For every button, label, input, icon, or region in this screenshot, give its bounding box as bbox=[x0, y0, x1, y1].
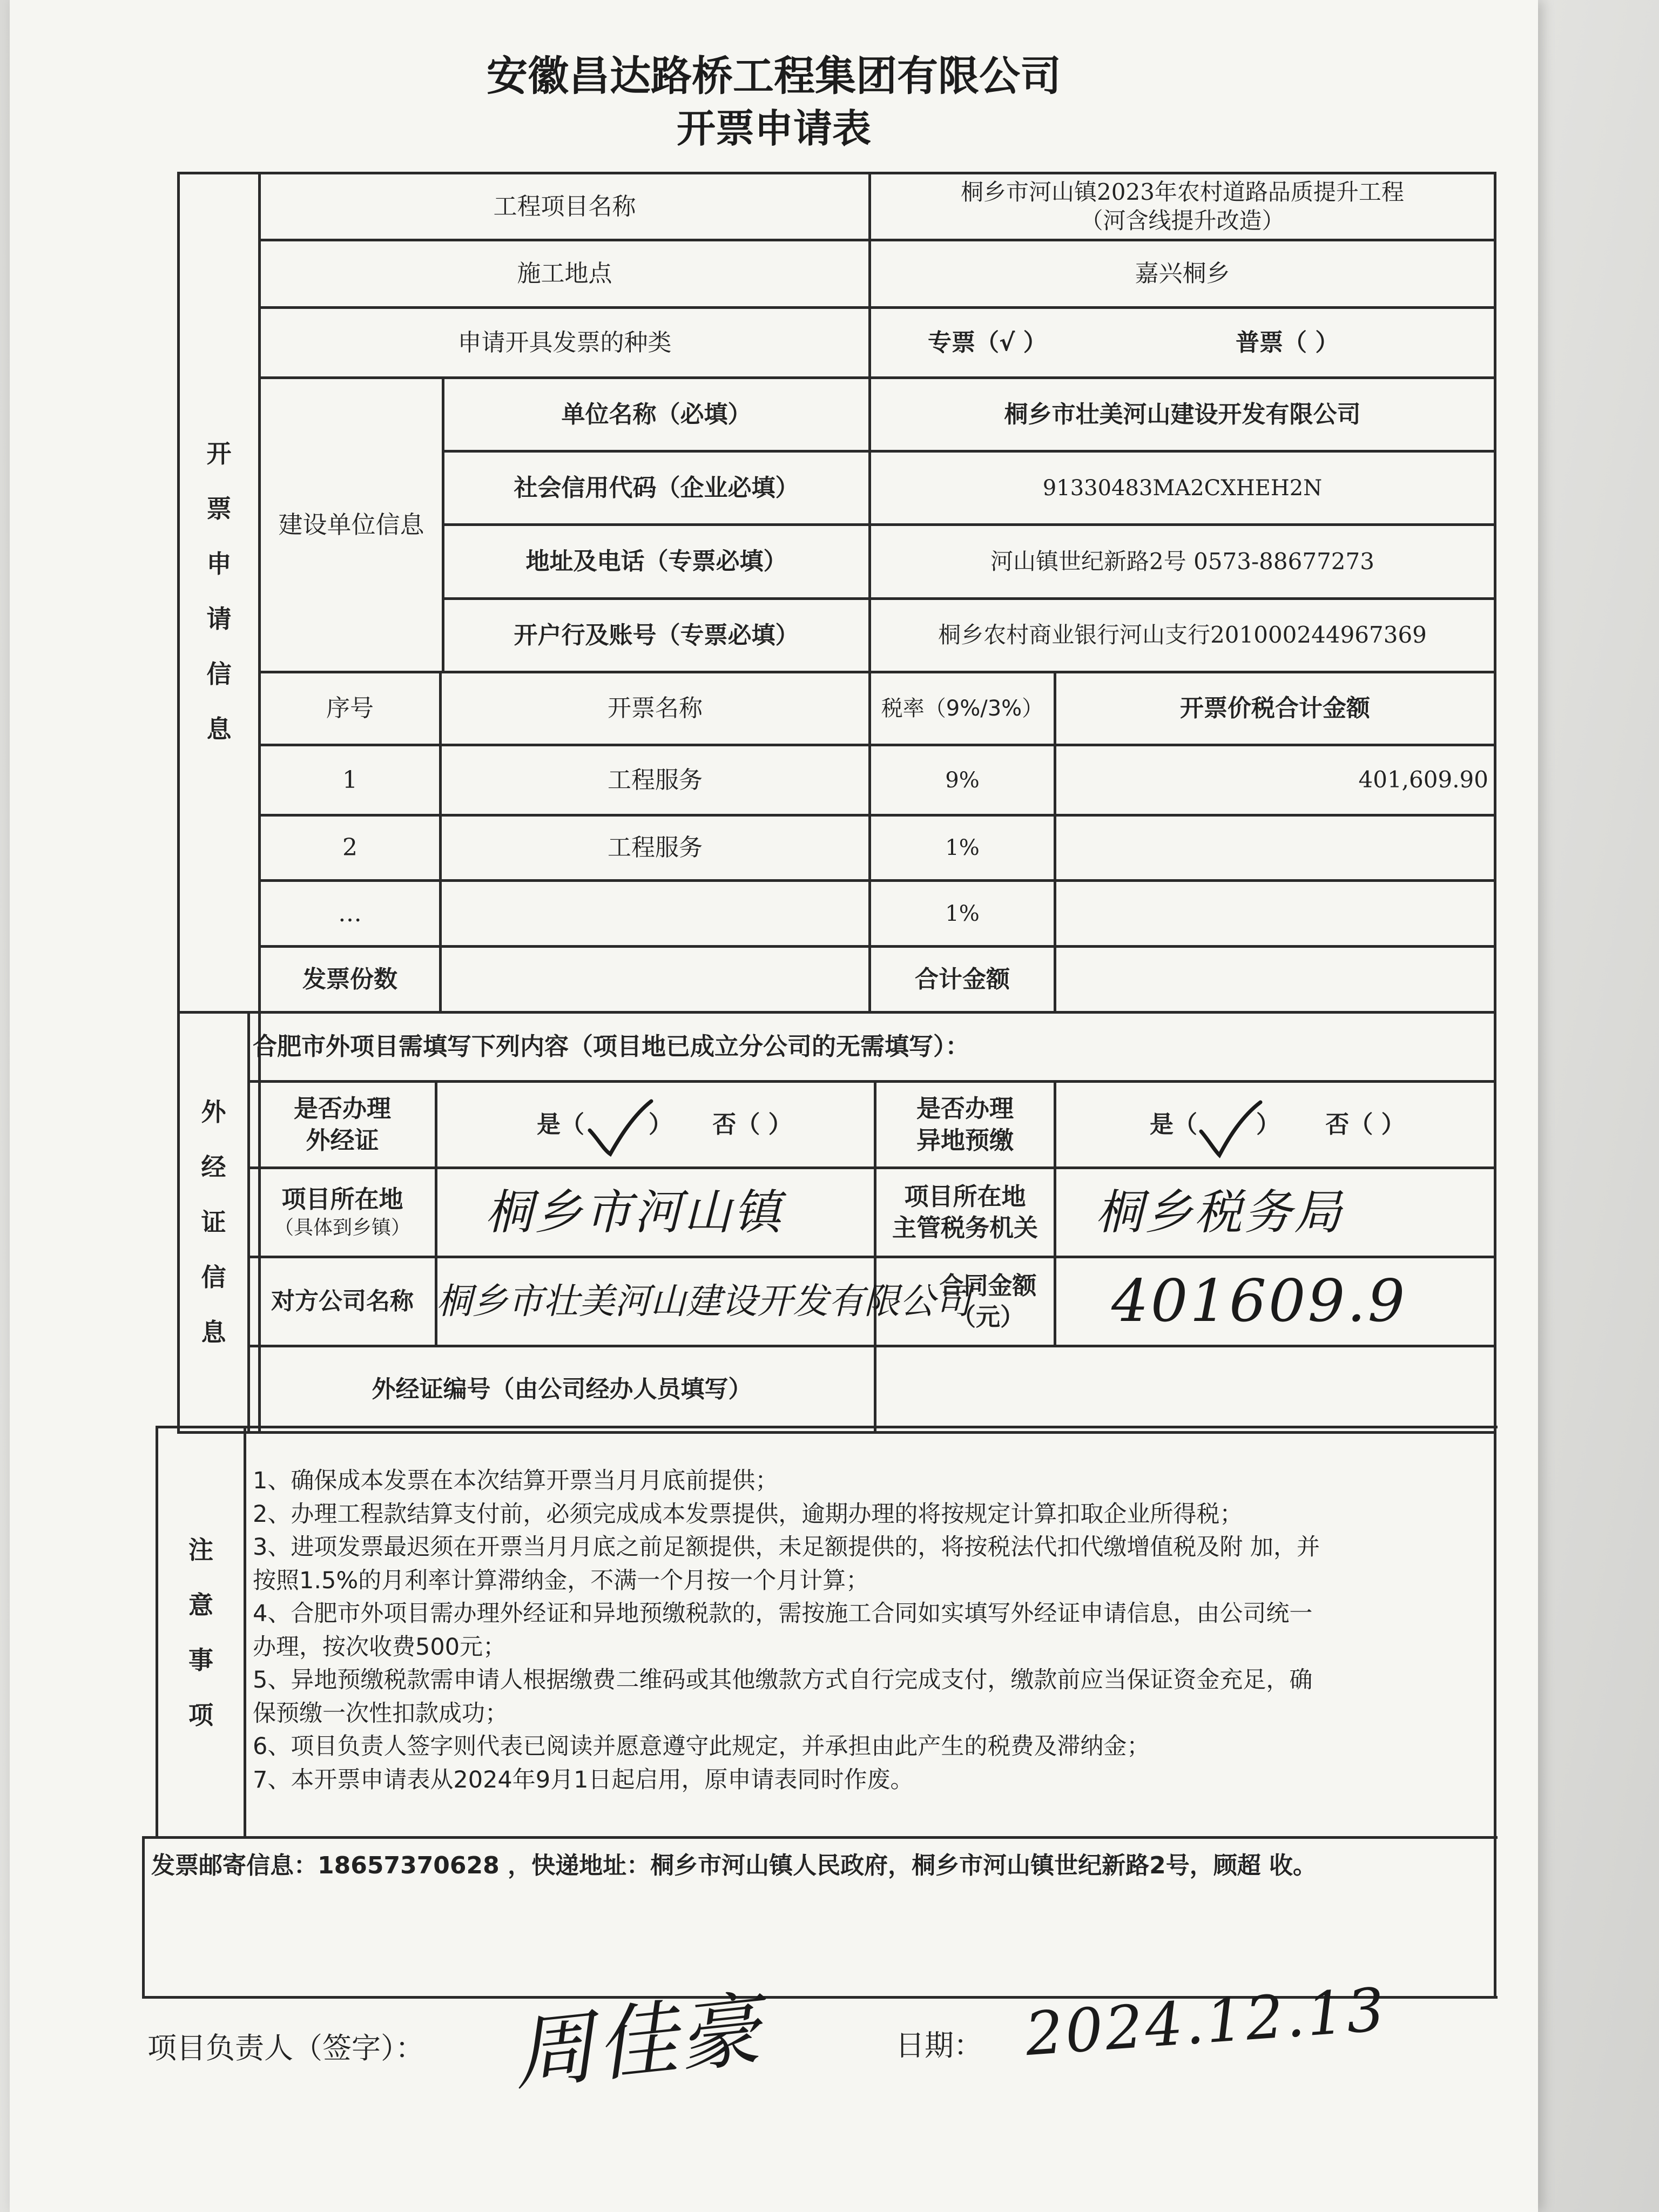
notes-list bbox=[253, 1465, 1489, 1797]
table-cell-amount: 401,609.90 bbox=[1358, 766, 1488, 793]
unit-name-label: 单位名称（必填） bbox=[561, 400, 752, 428]
section-char: 开 bbox=[206, 439, 232, 468]
invoice-type-label: 申请开具发票的种类 bbox=[457, 328, 672, 356]
note-item: 1、确保成本发票在本次结算开票当月月底前提供； bbox=[253, 1467, 779, 1494]
tax-office-label-line1: 项目所在地 bbox=[904, 1182, 1026, 1211]
location-label-line2: （具体到乡镇） bbox=[274, 1216, 410, 1239]
prepay-yes-label: 是（ bbox=[1150, 1110, 1197, 1138]
site-label: 施工地点 bbox=[517, 260, 612, 288]
cert-number-value[interactable] bbox=[876, 1347, 1494, 1431]
bank-account-label: 开户行及账号（专票必填） bbox=[514, 621, 799, 649]
total-amount-label: 合计金额 bbox=[915, 965, 1010, 993]
frame-right bbox=[1494, 172, 1496, 1433]
cert-yes-label: 是（ bbox=[537, 1110, 584, 1138]
table-cell bbox=[1056, 817, 1488, 879]
section-char: 意 bbox=[188, 1590, 213, 1620]
col-line bbox=[1054, 1080, 1056, 1345]
note-item: 办理，按次收费500元； bbox=[253, 1633, 507, 1661]
section-col-line bbox=[244, 1426, 246, 1836]
credit-code-label: 社会信用代码（企业必填） bbox=[514, 474, 799, 502]
contract-label-line2: （元） bbox=[951, 1303, 1024, 1331]
section-char: 信 bbox=[201, 1262, 226, 1292]
section-char: 票 bbox=[206, 494, 232, 523]
section-char: 息 bbox=[206, 714, 232, 744]
table-cell: … bbox=[338, 899, 362, 927]
note-item: 保预缴一次性扣款成功； bbox=[253, 1700, 508, 1727]
section-char: 证 bbox=[201, 1207, 226, 1237]
ordinary-invoice-option[interactable]: 普票（ ） bbox=[1236, 328, 1339, 356]
project-name-line2: （河含线提升改造） bbox=[1080, 207, 1285, 234]
note-item: 按照1.5%的月利率计算滞纳金，不满一个月按一个月计算； bbox=[253, 1567, 869, 1594]
site-value: 嘉兴桐乡 bbox=[1135, 260, 1230, 288]
project-name-line1: 桐乡市河山镇2023年农村道路品质提升工程 bbox=[961, 179, 1404, 205]
section-char: 外 bbox=[201, 1097, 226, 1127]
unit-name-value: 桐乡市壮美河山建设开发有限公司 bbox=[1004, 400, 1361, 428]
section-char: 信 bbox=[206, 659, 232, 689]
section-notice bbox=[158, 1428, 244, 1836]
cert-yes-checkmark bbox=[582, 1094, 658, 1164]
prepay-yes-close: ） bbox=[1256, 1110, 1280, 1138]
cert-yes-close: ） bbox=[649, 1110, 672, 1138]
note-item: 5、异地预缴税款需申请人根据缴费二维码或其他缴款方式自行完成支付，缴款前应当保证资金充足，确 bbox=[253, 1667, 1313, 1694]
counterparty-value: 桐乡市壮美河山建设开发有限公司 bbox=[436, 1280, 971, 1323]
section-char: 项 bbox=[188, 1700, 213, 1730]
section-char: 事 bbox=[188, 1645, 213, 1675]
section-char: 申 bbox=[206, 549, 232, 578]
frame-left bbox=[142, 1836, 145, 1998]
address-phone-label: 地址及电话（专票必填） bbox=[525, 548, 787, 576]
project-name-label: 工程项目名称 bbox=[493, 192, 636, 220]
project-name-value bbox=[871, 174, 1494, 239]
col-header-seq: 序号 bbox=[326, 694, 374, 723]
prepay-question bbox=[876, 1083, 1054, 1166]
table-cell: 1 bbox=[342, 766, 358, 794]
tax-office-label bbox=[876, 1169, 1054, 1256]
location-value: 桐乡市河山镇 bbox=[485, 1184, 784, 1240]
contract-label-line1: 合同金额 bbox=[939, 1271, 1037, 1300]
address-phone-value: 河山镇世纪新路2号 0573-88677273 bbox=[990, 548, 1374, 575]
form-paper bbox=[10, 0, 1538, 2212]
cert-question-line1: 是否办理 bbox=[293, 1094, 391, 1123]
col-header-tax-rate: 税率（9%/3%） bbox=[881, 696, 1044, 721]
table-cell: 工程服务 bbox=[608, 766, 703, 794]
note-item: 3、进项发票最迟须在开票当月月底之前足额提供，未足额提供的，将按税法代扣代缴增值税及附 加，并 bbox=[253, 1534, 1320, 1561]
note-item: 7、本开票申请表从2024年9月1日起启用，原申请表同时作废。 bbox=[253, 1766, 914, 1793]
table-cell: 1% bbox=[945, 901, 980, 926]
credit-code-value: 91330483MA2CXHEH2N bbox=[1042, 475, 1323, 501]
section-invoice-info bbox=[180, 173, 258, 1010]
section-char: 息 bbox=[201, 1317, 226, 1347]
frame-bottom bbox=[177, 1431, 1496, 1434]
counterparty-label: 对方公司名称 bbox=[271, 1287, 414, 1316]
builder-info-label: 建设单位信息 bbox=[278, 510, 424, 539]
contract-amount-value: 401609.9 bbox=[1111, 1267, 1407, 1335]
cert-no-option[interactable]: 否（ ） bbox=[712, 1110, 792, 1138]
table-cell bbox=[442, 882, 868, 945]
note-item: 4、合肥市外项目需办理外经证和异地预缴税款的，需按施工合同如实填写外经证申请信息，由公司统一 bbox=[253, 1600, 1313, 1627]
company-name: 安徽昌达路桥工程集团有限公司 bbox=[487, 52, 1061, 100]
section-external-cert bbox=[180, 1013, 247, 1431]
col-header-amount: 开票价税合计金额 bbox=[1180, 694, 1370, 723]
table-cell: 1% bbox=[945, 835, 980, 860]
table-cell: 9% bbox=[945, 767, 980, 793]
prepay-question-line2: 异地预缴 bbox=[916, 1125, 1014, 1155]
note-item: 2、办理工程款结算支付前，必须完成成本发票提供，逾期办理的将按规定计算扣取企业所得税； bbox=[253, 1500, 1243, 1528]
col-header-invoice-name: 开票名称 bbox=[608, 694, 703, 723]
note-item: 6、项目负责人签字则代表已阅读并愿意遵守此规定，并承担由此产生的税费及滞纳金； bbox=[253, 1733, 1150, 1760]
form-title: 开票申请表 bbox=[676, 106, 871, 151]
section-line bbox=[142, 1836, 1498, 1839]
table-cell: 2 bbox=[342, 834, 358, 862]
table-cell: 工程服务 bbox=[608, 834, 703, 862]
invoice-count-label: 发票份数 bbox=[302, 965, 397, 993]
bank-account-value: 桐乡农村商业银行河山支行201000244967369 bbox=[938, 622, 1427, 649]
section-char: 请 bbox=[206, 604, 232, 633]
tax-office-label-line2: 主管税务机关 bbox=[892, 1213, 1038, 1242]
date-value: 2024.12.13 bbox=[1023, 1974, 1389, 2069]
special-invoice-option[interactable]: 专票（√ ） bbox=[928, 328, 1047, 356]
location-label bbox=[250, 1169, 435, 1256]
cert-question bbox=[250, 1083, 435, 1166]
section-char: 注 bbox=[188, 1535, 213, 1564]
mailing-info: 发票邮寄信息：18657370628 ，快递地址：桐乡市河山镇人民政府，桐乡市河山镇世纪新路2号，顾超 收。 bbox=[151, 1852, 1317, 1879]
signature: 周佳豪 bbox=[508, 1982, 767, 2102]
frame-right bbox=[1494, 1836, 1496, 1998]
cert-number-label: 外经证编号（由公司经办人员填写） bbox=[372, 1375, 752, 1403]
prepay-question-line1: 是否办理 bbox=[916, 1094, 1014, 1123]
external-intro: 合肥市外项目需填写下列内容（项目地已成立分公司的无需填写）： bbox=[253, 1032, 970, 1061]
prepay-no-option[interactable]: 否（ ） bbox=[1325, 1110, 1405, 1138]
contract-amount-label bbox=[922, 1258, 1054, 1345]
cert-question-line2: 外经证 bbox=[306, 1125, 379, 1155]
date-label: 日期： bbox=[895, 2028, 983, 2062]
table-cell bbox=[1056, 882, 1488, 945]
frame-right bbox=[1494, 1426, 1496, 1836]
section-char: 经 bbox=[201, 1152, 226, 1182]
tax-office-value: 桐乡税务局 bbox=[1095, 1184, 1344, 1240]
location-label-line1: 项目所在地 bbox=[281, 1185, 403, 1214]
signer-label: 项目负责人（签字）： bbox=[147, 2031, 424, 2065]
